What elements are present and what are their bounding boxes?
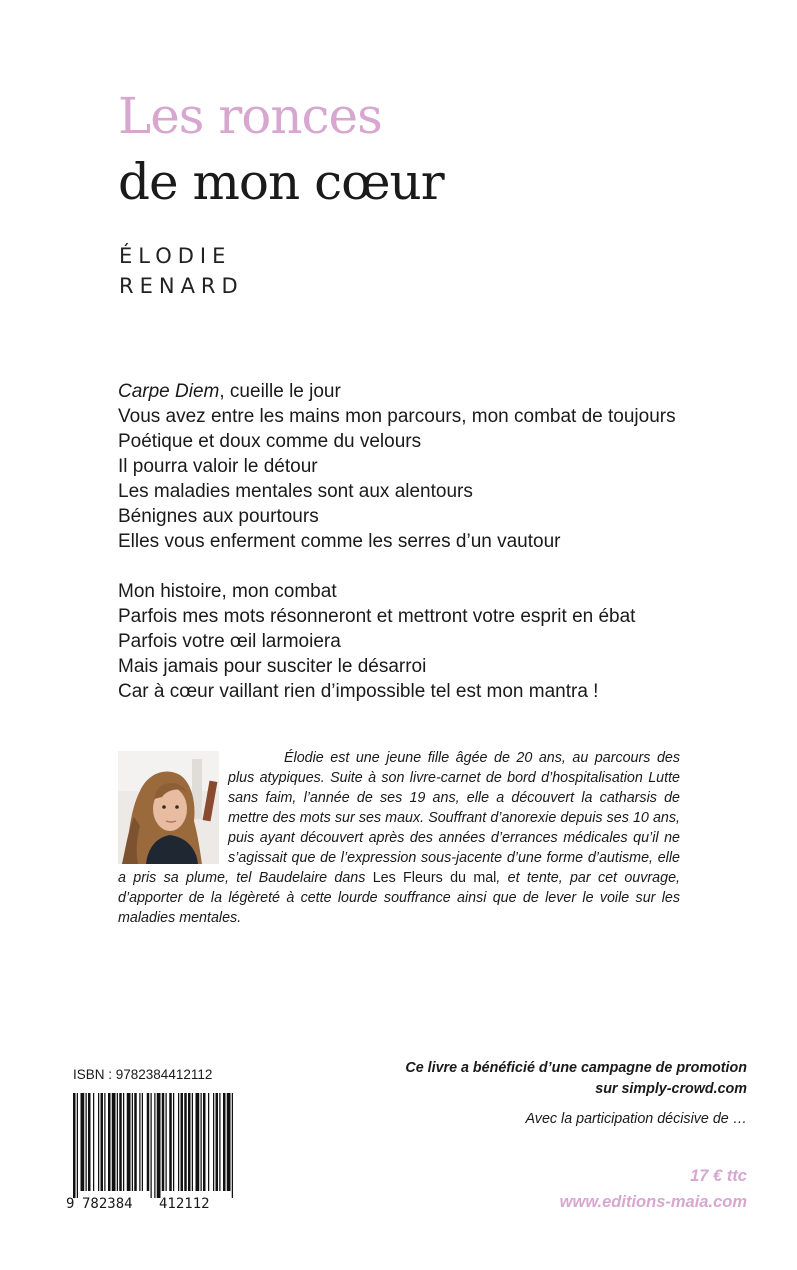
barcode-bar xyxy=(227,1093,231,1191)
barcode-bar xyxy=(93,1093,94,1191)
barcode-bar xyxy=(154,1093,155,1198)
barcode-bar xyxy=(232,1093,233,1198)
promo-line: sur simply-crowd.com xyxy=(595,1081,747,1097)
poem-line: Car à cœur vaillant rien d’impossible tel est mon mantra ! xyxy=(118,681,599,702)
barcode-bar xyxy=(127,1093,131,1191)
poem-line: Les maladies mentales sont aux alentours xyxy=(118,481,473,502)
poem-stanza-1 xyxy=(118,379,718,554)
barcode-bar xyxy=(134,1093,137,1191)
photo-spacer xyxy=(118,748,228,864)
barcode-digit-group: 412112 xyxy=(159,1196,210,1212)
poem-emphasis: Carpe Diem xyxy=(118,381,220,402)
barcode-bar xyxy=(117,1093,118,1191)
publisher-website: www.editions-maia.com xyxy=(559,1193,747,1211)
barcode-bar xyxy=(139,1093,140,1191)
poem-line: Vous avez entre les mains mon parcours, mon combat de toujours xyxy=(118,406,676,427)
bio-book-title: Les Fleurs du mal xyxy=(372,870,497,886)
barcode-bar xyxy=(213,1093,214,1191)
barcode-bar xyxy=(108,1093,111,1191)
poem-line: Mais jamais pour susciter le désarroi xyxy=(118,656,427,677)
bio-text-end: , et tente, par cet ouvrage, d’apporter de la légèreté à cette lourde souffrance ainsi que de lever le voile sur les maladies mentales. xyxy=(118,870,680,926)
barcode-bar xyxy=(77,1093,78,1198)
promo-line: Ce livre a bénéficié d’une campagne de promotion xyxy=(405,1060,747,1076)
barcode-bar xyxy=(112,1093,116,1191)
barcode-bar xyxy=(223,1093,226,1191)
barcode-digit-group: 782384 xyxy=(82,1196,133,1212)
barcode-bar xyxy=(219,1093,220,1191)
author-biography xyxy=(118,748,680,928)
barcode-bar xyxy=(166,1093,167,1191)
poem-stanza-2 xyxy=(118,579,718,704)
poem-line: Il pourra valoir le détour xyxy=(118,456,318,477)
barcode-bar xyxy=(196,1093,200,1191)
poem-line: Parfois mes mots résonneront et mettront votre esprit en ébat xyxy=(118,606,636,627)
author-last-name: RENARD xyxy=(119,274,244,298)
book-title-line2: de mon cœur xyxy=(118,153,444,211)
poem-line: Elles vous enferment comme les serres d’un vautour xyxy=(118,531,561,552)
barcode-bar xyxy=(81,1093,85,1191)
poem-line: Parfois votre œil larmoiera xyxy=(118,631,341,652)
poem-line: Mon histoire, mon combat xyxy=(118,581,337,602)
barcode-bar xyxy=(73,1093,76,1198)
barcode-lead-digit: 9 xyxy=(66,1196,75,1212)
barcode-bar xyxy=(157,1093,161,1198)
barcode-bar xyxy=(162,1093,165,1191)
isbn-label: ISBN : 9782384412112 xyxy=(73,1067,213,1082)
poem-line xyxy=(118,379,718,404)
barcode-bar xyxy=(184,1093,187,1191)
barcode-bar xyxy=(132,1093,133,1191)
barcode-bar xyxy=(216,1093,219,1191)
poem-line-text: , cueille le jour xyxy=(219,381,341,402)
barcode-bar xyxy=(101,1093,104,1191)
barcode-bar xyxy=(88,1093,91,1191)
barcode-bar xyxy=(169,1093,172,1191)
barcode-bar xyxy=(151,1093,152,1198)
book-title-line1: Les ronces xyxy=(118,87,382,145)
barcode-bar xyxy=(104,1093,105,1191)
barcode-bar xyxy=(173,1093,174,1191)
barcode-bar xyxy=(208,1093,209,1191)
barcode-bar xyxy=(178,1093,179,1191)
barcode-bar xyxy=(203,1093,206,1191)
barcode-bar xyxy=(201,1093,202,1191)
partner-note: Avec la participation décisive de … xyxy=(525,1111,747,1127)
author-first-name: ÉLODIE xyxy=(119,244,232,268)
barcode-bar xyxy=(142,1093,143,1191)
barcode-bar xyxy=(98,1093,99,1191)
bio-text: Élodie est une jeune fille âgée de 20 ans, au parcours des plus atypiques. Suite à son livre-carnet de bord d’hospitalisation Lutte sans faim, l’année de ses 19 ans, elle a découvert la catharsis de mettre des mots sur ses maux. Souffrant d’anorexie depuis ses 10 ans, puis ayant découvert après des années d’errances médicales qu’il ne s’agissait que de l’expression sous-jacente d’une forme d’autisme, elle a pris sa plume, tel Baudelaire dans xyxy=(118,750,680,886)
price: 17 € ttc xyxy=(690,1167,747,1185)
barcode-bar xyxy=(119,1093,122,1191)
barcode-bar xyxy=(147,1093,150,1191)
poem-line: Poétique et doux comme du velours xyxy=(118,431,422,452)
promotion-notice xyxy=(405,1058,747,1100)
barcode-bar xyxy=(188,1093,191,1191)
barcode-bar xyxy=(181,1093,184,1191)
barcode-bar xyxy=(86,1093,87,1191)
barcode xyxy=(73,1093,233,1198)
barcode-bar xyxy=(123,1093,124,1191)
poem-line: Bénignes aux pourtours xyxy=(118,506,319,527)
barcode-bar xyxy=(192,1093,193,1191)
